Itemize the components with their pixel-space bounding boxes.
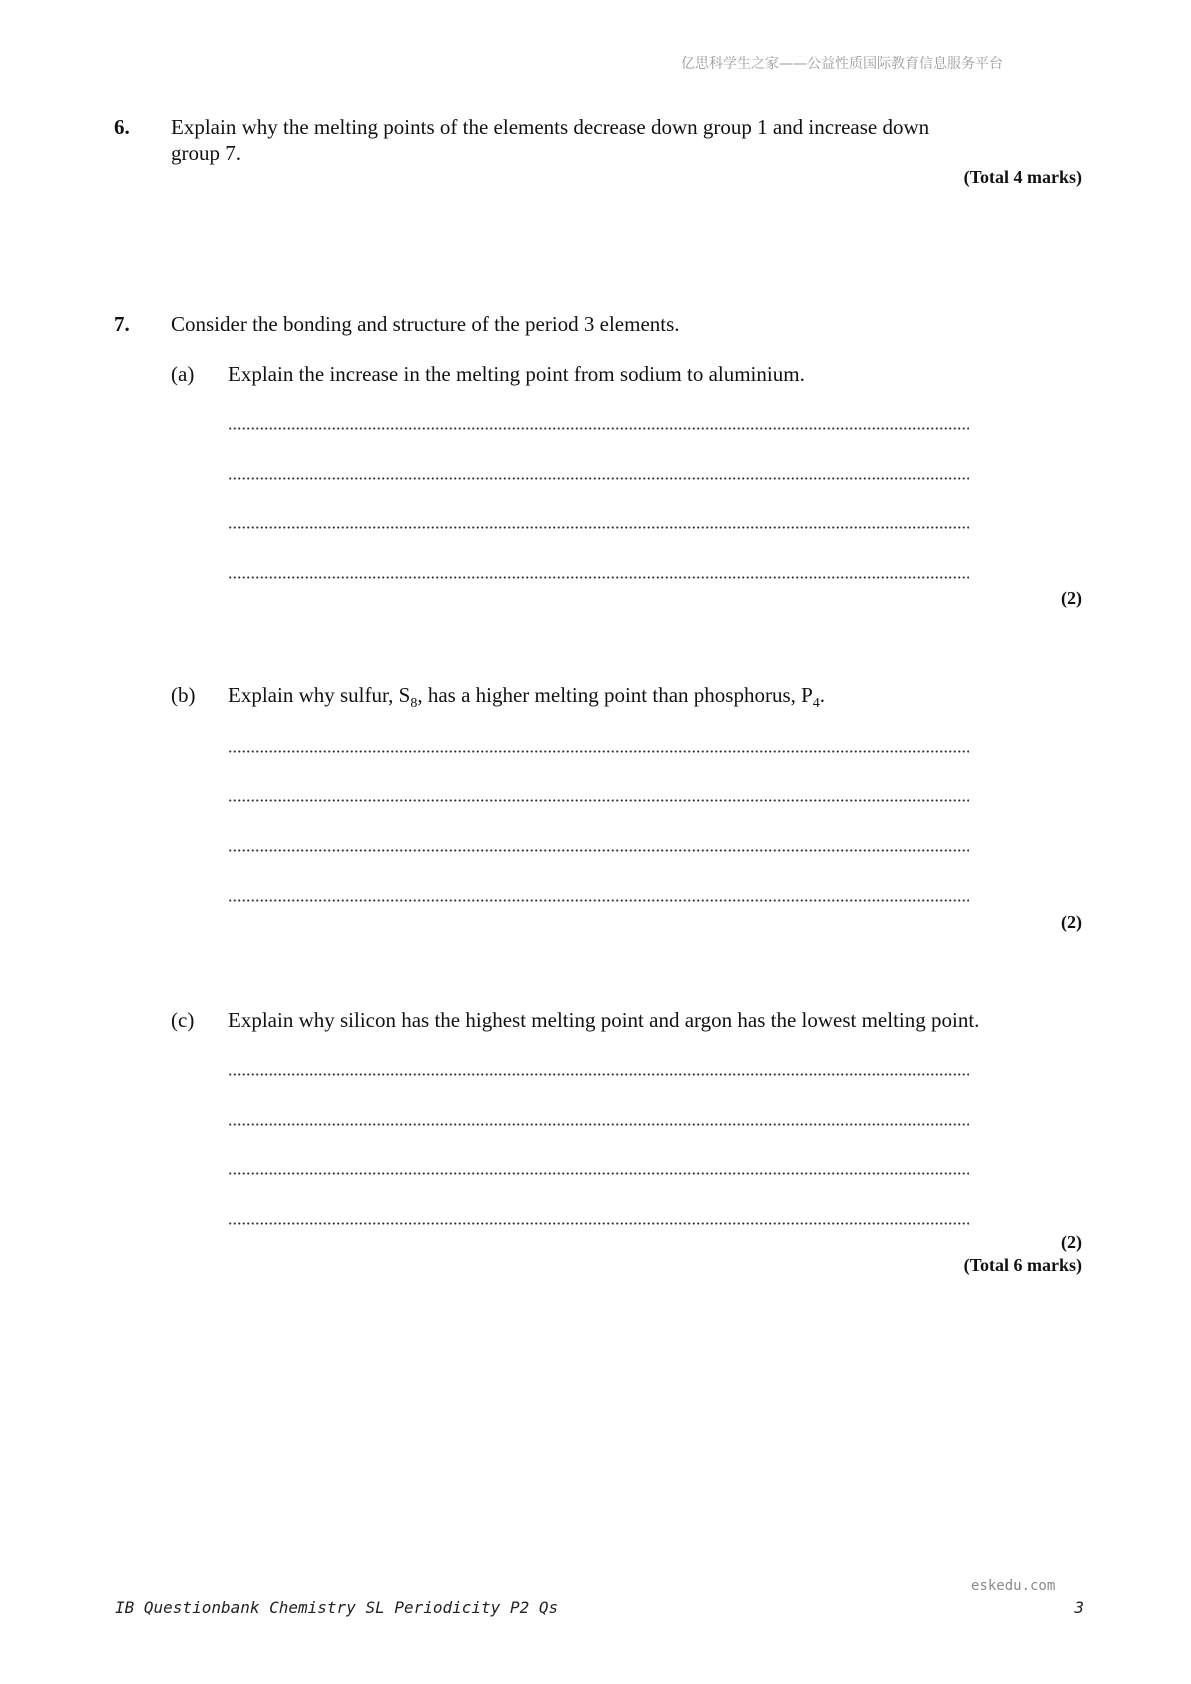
- question-7a-text: Explain the increase in the melting point from sodium to aluminium.: [228, 362, 805, 386]
- question-7a-label: (a): [171, 362, 195, 386]
- question-7-intro: Consider the bonding and structure of the period 3 elements.: [171, 312, 680, 336]
- question-6-text-line2: group 7.: [171, 141, 241, 165]
- question-7-number: 7.: [114, 312, 130, 336]
- question-7b-text: Explain why sulfur, $S_8$, has a higher melting point than phosphorus, $P_4$.: [228, 683, 826, 712]
- question-6-total-marks: (Total 4 marks): [963, 167, 1082, 187]
- header-watermark: 亿思科学生之家——公益性质国际教育信息服务平台: [681, 56, 1003, 72]
- question-7-total-marks: (Total 6 marks): [963, 1255, 1082, 1275]
- question-7c-text: Explain why silicon has the highest melting point and argon has the lowest melting point.: [228, 1008, 980, 1032]
- answer-line-7c-2[interactable]: [228, 1123, 969, 1126]
- question-7b-label: (b): [171, 683, 196, 707]
- page-number: 3: [1074, 1598, 1084, 1617]
- question-6-text-line1: Explain why the melting points of the elements decrease down group 1 and increase down: [171, 115, 930, 139]
- footer-site: eskedu.com: [971, 1578, 1056, 1594]
- phosphorus-subscript: 4: [812, 696, 820, 712]
- answer-line-7c-3[interactable]: [228, 1172, 969, 1175]
- answer-line-7b-1[interactable]: [228, 750, 969, 753]
- answer-line-7a-1[interactable]: [228, 427, 969, 430]
- answer-line-7a-2[interactable]: [228, 477, 969, 480]
- answer-line-7a-3[interactable]: [228, 526, 969, 529]
- answer-line-7c-1[interactable]: [228, 1073, 969, 1076]
- answer-line-7b-3[interactable]: [228, 849, 969, 852]
- answer-line-7b-2[interactable]: [228, 799, 969, 802]
- question-7a-marks: (2): [1061, 588, 1082, 608]
- answer-line-7c-4[interactable]: [228, 1222, 969, 1225]
- footer-source: IB Questionbank Chemistry SL Periodicity P2 Qs: [115, 1598, 559, 1617]
- question-7b-marks: (2): [1061, 912, 1082, 932]
- answer-line-7b-4[interactable]: [228, 899, 969, 902]
- sulfur-subscript: 8: [410, 696, 418, 712]
- question-6-number: 6.: [114, 115, 130, 139]
- answer-line-7a-4[interactable]: [228, 576, 969, 579]
- question-7c-marks: (2): [1061, 1232, 1082, 1252]
- question-7c-label: (c): [171, 1008, 195, 1032]
